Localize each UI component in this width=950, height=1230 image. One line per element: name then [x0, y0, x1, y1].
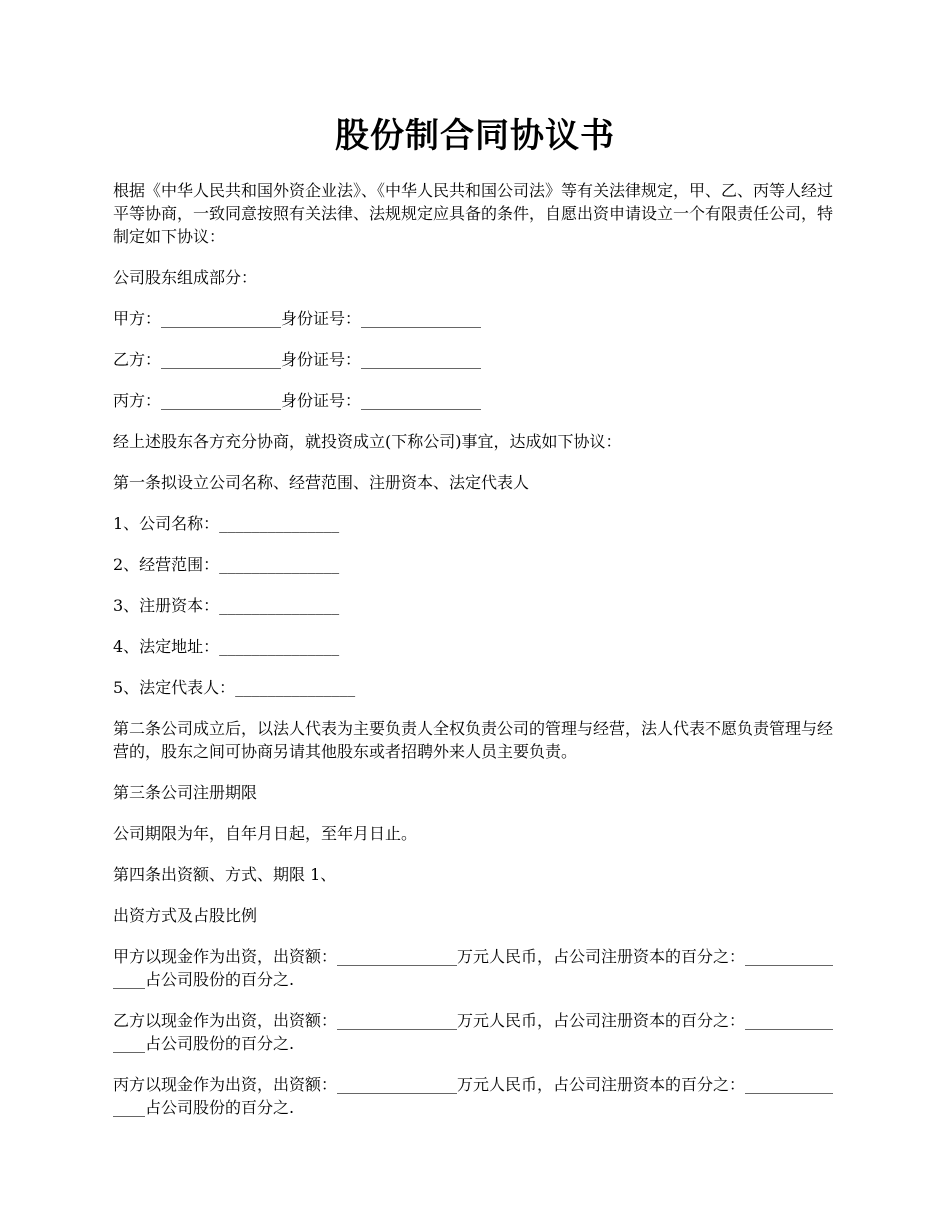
party-a-line: 甲方：_______________身份证号：_______________	[113, 309, 482, 328]
business-scope-line: 2、经营范围：_______________	[113, 555, 340, 574]
article-1-heading: 第一条拟设立公司名称、经营范围、注册资本、法定代表人	[113, 473, 530, 492]
document-title: 股份制合同协议书	[335, 116, 615, 156]
company-name-line: 1、公司名称：_______________	[113, 514, 340, 533]
preamble-paragraph: 根据《中华人民共和国外资企业法》、《中华人民共和国公司法》等有关法律规定，甲、乙、丙等人经过平等协商，一致同意按照有关法律、法规规定应具备的条件，自愿出资申请设立一个有限责任公司，特制定如下协议：	[113, 181, 834, 246]
article-4-heading: 第四条出资额、方式、期限 1、	[113, 865, 337, 884]
article-3-heading: 第三条公司注册期限	[113, 783, 258, 802]
legal-address-line: 4、法定地址：_______________	[113, 637, 340, 656]
contribution-method-heading: 出资方式及占股比例	[113, 906, 258, 925]
company-term-line: 公司期限为年，自年月日起，至年月日止。	[113, 824, 418, 843]
party-c-line: 丙方：_______________身份证号：_______________	[113, 391, 482, 410]
legal-representative-line: 5、法定代表人：_______________	[113, 678, 356, 697]
party-c-contribution: 丙方以现金作为出资，出资额：_______________万元人民币，占公司注册资本的百分之：_______________占公司股份的百分之.	[113, 1075, 834, 1117]
shareholders-heading: 公司股东组成部分：	[113, 268, 258, 287]
agreement-intro: 经上述股东各方充分协商，就投资成立(下称公司)事宜，达成如下协议：	[113, 432, 622, 451]
registered-capital-line: 3、注册资本：_______________	[113, 596, 340, 615]
article-2-paragraph: 第二条公司成立后，以法人代表为主要负责人全权负责公司的管理与经营，法人代表不愿负责管理与经营的，股东之间可协商另请其他股东或者招聘外来人员主要负责。	[113, 719, 834, 761]
document-body	[113, 179, 840, 1137]
party-b-contribution: 乙方以现金作为出资，出资额：_______________万元人民币，占公司注册资本的百分之：_______________占公司股份的百分之.	[113, 1011, 834, 1053]
party-a-contribution: 甲方以现金作为出资，出资额：_______________万元人民币，占公司注册资本的百分之：_______________占公司股份的百分之.	[113, 947, 834, 989]
party-b-line: 乙方：_______________身份证号：_______________	[113, 350, 482, 369]
